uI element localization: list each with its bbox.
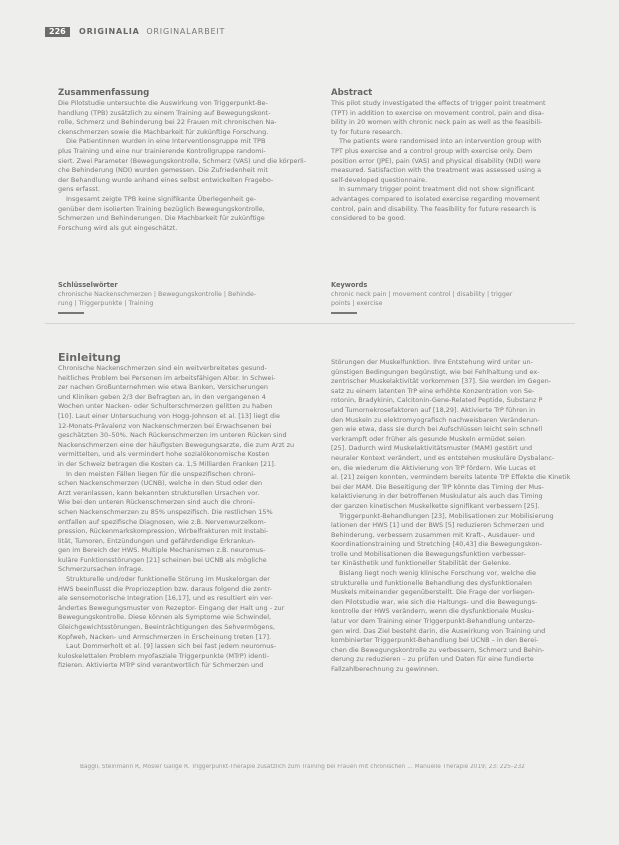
text-line: considered to be good. bbox=[331, 214, 406, 223]
text-line: in der Schweiz betragen die Kosten ca. 1,5 Milliarden Franken [21]. bbox=[58, 459, 276, 468]
text-line: Strukturelle und/oder funktionelle Störung im Muskelorgan der bbox=[66, 575, 270, 584]
text-line: der Behandlung wurde anhand eines selbst entwickelten Fragebo- bbox=[58, 175, 274, 184]
text-line: lationen der HWS [1] und der BWS [5] reduzieren Schmerzen und bbox=[331, 521, 544, 530]
intro-right-column bbox=[331, 358, 581, 675]
keywords-english bbox=[331, 281, 581, 314]
section-label: ORIGINALIA bbox=[79, 27, 140, 36]
intro-left-column bbox=[58, 351, 308, 671]
text-line: 12-Monats-Prävalenz von Nackenschmerzen bei Erwachsenen bei bbox=[58, 421, 272, 430]
keywords-divider bbox=[331, 312, 357, 314]
section-heading bbox=[79, 27, 225, 37]
text-line: Triggerpunkt-Behandlungen [23], Mobilisationen zur Mobilisierung bbox=[339, 511, 554, 520]
text-line: strukturelle und funktionelle Behandlung des dysfunktionalen bbox=[331, 578, 532, 587]
text-line: Die Patientinnen wurden in eine Interventionsgruppe mit TPB bbox=[66, 137, 266, 146]
text-line: The patients were randomised into an intervention group with bbox=[339, 137, 542, 146]
abstract-english-title: Abstract bbox=[331, 88, 373, 98]
text-line: den Pilotstudie war, wie sich die Haltungs- und die Bewegungs- bbox=[331, 597, 538, 606]
text-line: ty for future research. bbox=[331, 127, 403, 136]
keywords-german-line: chronische Nackenschmerzen | Bewegungskontrolle | Behinde- bbox=[58, 291, 257, 298]
text-line: ckenschmerzen sowie die Machbarkeit für zukünftige Forschung. bbox=[58, 127, 269, 136]
text-line: gen wie etwa, dass sie durch bei Aufschlüssen leicht sein schnell bbox=[331, 425, 543, 434]
text-line: Schmerzen und Behinderungen. Die Machbarkeit für zukünftige bbox=[58, 214, 265, 223]
text-line: handlung (TPB) zusätzlich zu einem Training auf Bewegungskont- bbox=[58, 108, 271, 117]
text-line: Chronische Nackenschmerzen sind ein weitverbreitetes gesund- bbox=[58, 364, 267, 372]
text-line: kuläre Funktionsstörungen [21] scheinen bei UCNB als mögliche bbox=[58, 555, 267, 564]
text-line: rolle, Schmerz und Behinderung bei 22 Frauen mit chronischen Na- bbox=[58, 118, 277, 127]
citation-footer: Baggli, Steinmann R, Mosler Gallge R. Triggerpunkt-Therapie zusätzlich zum Training bei Frauen mit chronischen ... Manuelle Therapie 2019; 23: 225–232 bbox=[80, 764, 525, 770]
text-line: gens erfasst. bbox=[58, 185, 101, 194]
text-line: Koordinationstraining und Stretching [40,43] die Bewegungskon- bbox=[331, 540, 542, 549]
text-line: chen die Bewegungskontrolle zu verbessern, Schmerz und Behin- bbox=[331, 645, 545, 654]
text-line: lität, Tumoren, Entzündungen und gefährdendige Erkrankun- bbox=[58, 536, 256, 545]
text-line: neuraler Kontext verändert, und es entstehen muskuläre Dysbalanc- bbox=[331, 453, 555, 462]
text-line: ale sensomotorische Integration [16,17], und es resultiert ein ver- bbox=[58, 594, 273, 603]
intro-left-body bbox=[58, 364, 308, 671]
text-line: Kopfweh, Nacken- und Armschmerzen in Erscheinung treten [17]. bbox=[58, 632, 272, 641]
text-line: den Muskeln zu elektromyografisch nachweisbaren Veränderun- bbox=[331, 415, 540, 424]
text-line: heitliches Problem bei Personen im arbeitsfähigen Alter. In Schwei- bbox=[58, 373, 276, 382]
intro-right-body bbox=[331, 358, 581, 675]
text-line: kelaktivierung in der betroffenen Muskulatur als auch das Timing bbox=[331, 492, 543, 501]
text-line: [25]. Dadurch wird Muskelaktivitätsmuster (MAM) gestört und bbox=[331, 444, 533, 453]
text-line: kuloskelettalen Problem myofasziale Triggerpunkte (MTrP) identi- bbox=[58, 651, 270, 660]
text-line: ändertes Bewegungsmuster von Rezeptor- Eingang der Halt ung - zur bbox=[58, 603, 285, 612]
keywords-english-line: points | exercise bbox=[331, 300, 383, 307]
intro-title: Einleitung bbox=[58, 351, 121, 364]
text-line: siert. Zwei Parameter (Bewegungskontrolle, Schmerz (VAS) und die körperli- bbox=[58, 156, 307, 165]
keywords-english-line: chronic neck pain | movement control | disability | trigger bbox=[331, 291, 513, 298]
keywords-german-title: Schlüsselwörter bbox=[58, 281, 118, 289]
subsection-label: ORIGINALARBEIT bbox=[146, 27, 226, 36]
text-line: günstigen Bedingungen begünstigt, wie bei Fehlhaltung und ex- bbox=[331, 367, 540, 376]
text-line: advantages compared to isolated exercise regarding movement bbox=[331, 194, 540, 203]
text-line: pression, Rückenmarkskompression, Wirbelfrakturen mit Instabi- bbox=[58, 527, 269, 536]
text-line: bility in 20 women with chronic neck pain as well as the feasibili- bbox=[331, 118, 543, 127]
text-line: TPT plus exercise and a control group with exercise only. Dem bbox=[331, 146, 533, 155]
text-line: Die Pilotstudie untersuchte die Auswirkung von Triggerpunkt-Be- bbox=[58, 99, 268, 107]
text-line: Schmerzursachen infrage. bbox=[58, 565, 144, 574]
text-line: gen wird. Das Ziel besteht darin, die Auswirkung von Training und bbox=[331, 626, 546, 635]
text-line: bei der MAM. Die Beseitigung der TrP könnte das Timing der Mus- bbox=[331, 482, 544, 491]
text-line: plus Training und eine nur trainierende Kontrollgruppe randomi- bbox=[58, 146, 266, 155]
page-number: 226 bbox=[45, 27, 70, 37]
text-line: Forschung wird als gut eingeschätzt. bbox=[58, 223, 178, 232]
abstract-german-body bbox=[58, 99, 308, 233]
text-line: This pilot study investigated the effects of trigger point treatment bbox=[331, 99, 546, 107]
text-line: kontrolle der HWS verändern, wenn die dysfunktionale Musku- bbox=[331, 607, 535, 616]
text-line: latur vor dem Training einer Triggerpunkt-Behandlung unterzo- bbox=[331, 617, 536, 626]
text-line: der ganzen kinetischen Muskelkette signifikant verbessern [25]. bbox=[331, 501, 540, 510]
text-line: verkrampft oder früher als gesunde Muskeln ermüdet seien bbox=[331, 434, 525, 443]
text-line: Muskels miteinander gegenüberstellt. Die Frage der vorliegen- bbox=[331, 588, 535, 597]
text-line: Störungen der Muskelfunktion. Ihre Entstehung wird unter un- bbox=[331, 358, 533, 366]
text-line: Nackenschmerzen eine der häufigsten Bewegungsarzte, die zum Arzt zu bbox=[58, 440, 295, 449]
text-line: [10]. Laut einer Untersuchung von Hogg-Johnson et al. [13] liegt die bbox=[58, 411, 280, 420]
text-line: entfallen auf spezifische Diagnosen, wie z.B. Nervenwurzelkom- bbox=[58, 517, 267, 526]
abstract-german-title: Zusammenfassung bbox=[58, 88, 150, 98]
text-line: HWS beeinflusst die Propriozeption bzw. daraus folgend die zentr- bbox=[58, 584, 273, 593]
text-line: che Behinderung (NDI) wurden gemessen. Die Zufriedenheit mit bbox=[58, 166, 268, 175]
abstract-english bbox=[331, 88, 581, 224]
text-line: genüber dem isolierten Training bezüglich Bewegungskontrolle, bbox=[58, 204, 265, 213]
text-line: (TPT) in addition to exercise on movement control, pain and disa- bbox=[331, 108, 545, 117]
text-line: Bewegungskontrolle. Diese können als Symptome wie Schwindel, bbox=[58, 613, 272, 622]
text-line: trolle und Mobilisationen die Bewegungsfunktion verbesser- bbox=[331, 549, 526, 558]
text-line: Bislang liegt noch wenig klinische Forschung vor, welche die bbox=[339, 569, 536, 578]
text-line: schen Nackenschmerzen zu 85% unspezifisch. Die restlichen 15% bbox=[58, 507, 273, 516]
text-line: vermittelten, und als vermindert hohe sozialökonomische Kosten bbox=[58, 450, 270, 459]
text-line: zer nachen Großunternehmen wie etwa Banken, Versicherungen bbox=[58, 383, 268, 392]
text-line: fizieren. Aktivierte MTrP sind verantwortlich für Schmerzen und bbox=[58, 661, 264, 670]
keywords-german-line: rung | Triggerpunkte | Training bbox=[58, 300, 154, 307]
text-line: Wochen unter Nacken- oder Schulterschmerzen gelitten zu haben bbox=[58, 402, 273, 411]
text-line: self-developed questionnaire. bbox=[331, 175, 428, 184]
text-line: en, die wiederum die Aktivierung von TrP fördern. Wie Lucas et bbox=[331, 463, 536, 472]
text-line: rotonin, Bradykinin, Calcitonin-Gene-Related Peptide, Substanz P bbox=[331, 396, 543, 405]
text-line: ter Kinästhetik und funktioneller Stabilität der Gelenke. bbox=[331, 559, 511, 568]
text-line: geschätzten 30–50%. Nach Rückenschmerzen im unteren Rücken sind bbox=[58, 431, 287, 440]
text-line: control, pain and disability. The feasibility for future research is bbox=[331, 204, 537, 213]
text-line: al. [21] zeigen konnten, vermindern bereits latente TrP Effekte die Kinetik bbox=[331, 473, 571, 482]
text-line: und Tumornekrosefaktoren auf [18,29]. Aktivierte TrP führen in bbox=[331, 405, 536, 414]
text-line: Laut Dommerholt et al. [9] lassen sich bei fast jedem neuromus- bbox=[66, 642, 277, 651]
text-line: measured. Satisfaction with the treatment was assessed using a bbox=[331, 166, 542, 175]
text-line: schen Nackenschmerzen (UCNB), welche in den Stud oder den bbox=[58, 479, 263, 488]
text-line: In summary trigger point treatment did not show significant bbox=[339, 185, 535, 194]
text-line: und Kliniken geben 2/3 der Befragten an, in den vergangenen 4 bbox=[58, 392, 266, 401]
abstract-english-body bbox=[331, 99, 581, 224]
keywords-german bbox=[58, 281, 308, 314]
text-line: Arzt veranlassen, kann bekannten strukturellen Ursachen vor. bbox=[58, 488, 260, 497]
text-line: derung zu reduzieren – zu prüfen und Daten für eine fundierte bbox=[331, 655, 534, 664]
text-line: Behinderung, verbessern zusammen mit Kraft-, Ausdauer- und bbox=[331, 530, 535, 539]
text-line: Insgesamt zeigte TPB keine signifikante Überlegenheit ge- bbox=[66, 194, 257, 203]
text-line: Fallzahlberechnung zu gewinnen. bbox=[331, 665, 440, 673]
text-line: satz zu einem latenten TrP eine erhöhte Konzentration von Se- bbox=[331, 386, 535, 395]
text-line: In den meisten Fällen liegen für die unspezifischen chroni- bbox=[66, 469, 256, 478]
keywords-english-title: Keywords bbox=[331, 281, 368, 289]
text-line: kombinierter Triggerpunkt-Behandlung bei UCNB – in den Berei- bbox=[331, 636, 539, 645]
text-line: Wie bei den unteren Rückenschmerzen sind auch die chroni- bbox=[58, 498, 256, 507]
text-line: zentrischer Muskelaktivität vorkommen [37]. Sie werden im Gegen- bbox=[331, 377, 552, 386]
keywords-divider bbox=[58, 312, 84, 314]
abstract-german bbox=[58, 88, 308, 233]
text-line: gen im Bereich der HWS. Multiple Mechanismen z.B. neuromus- bbox=[58, 546, 266, 555]
text-line: Gleichgewichtsstörungen, Beeinträchtigungen des Sehvermögens, bbox=[58, 623, 275, 632]
text-line: position error (JPE), pain (VAS) and physical disability (NDI) were bbox=[331, 156, 541, 165]
section-divider bbox=[45, 323, 575, 324]
